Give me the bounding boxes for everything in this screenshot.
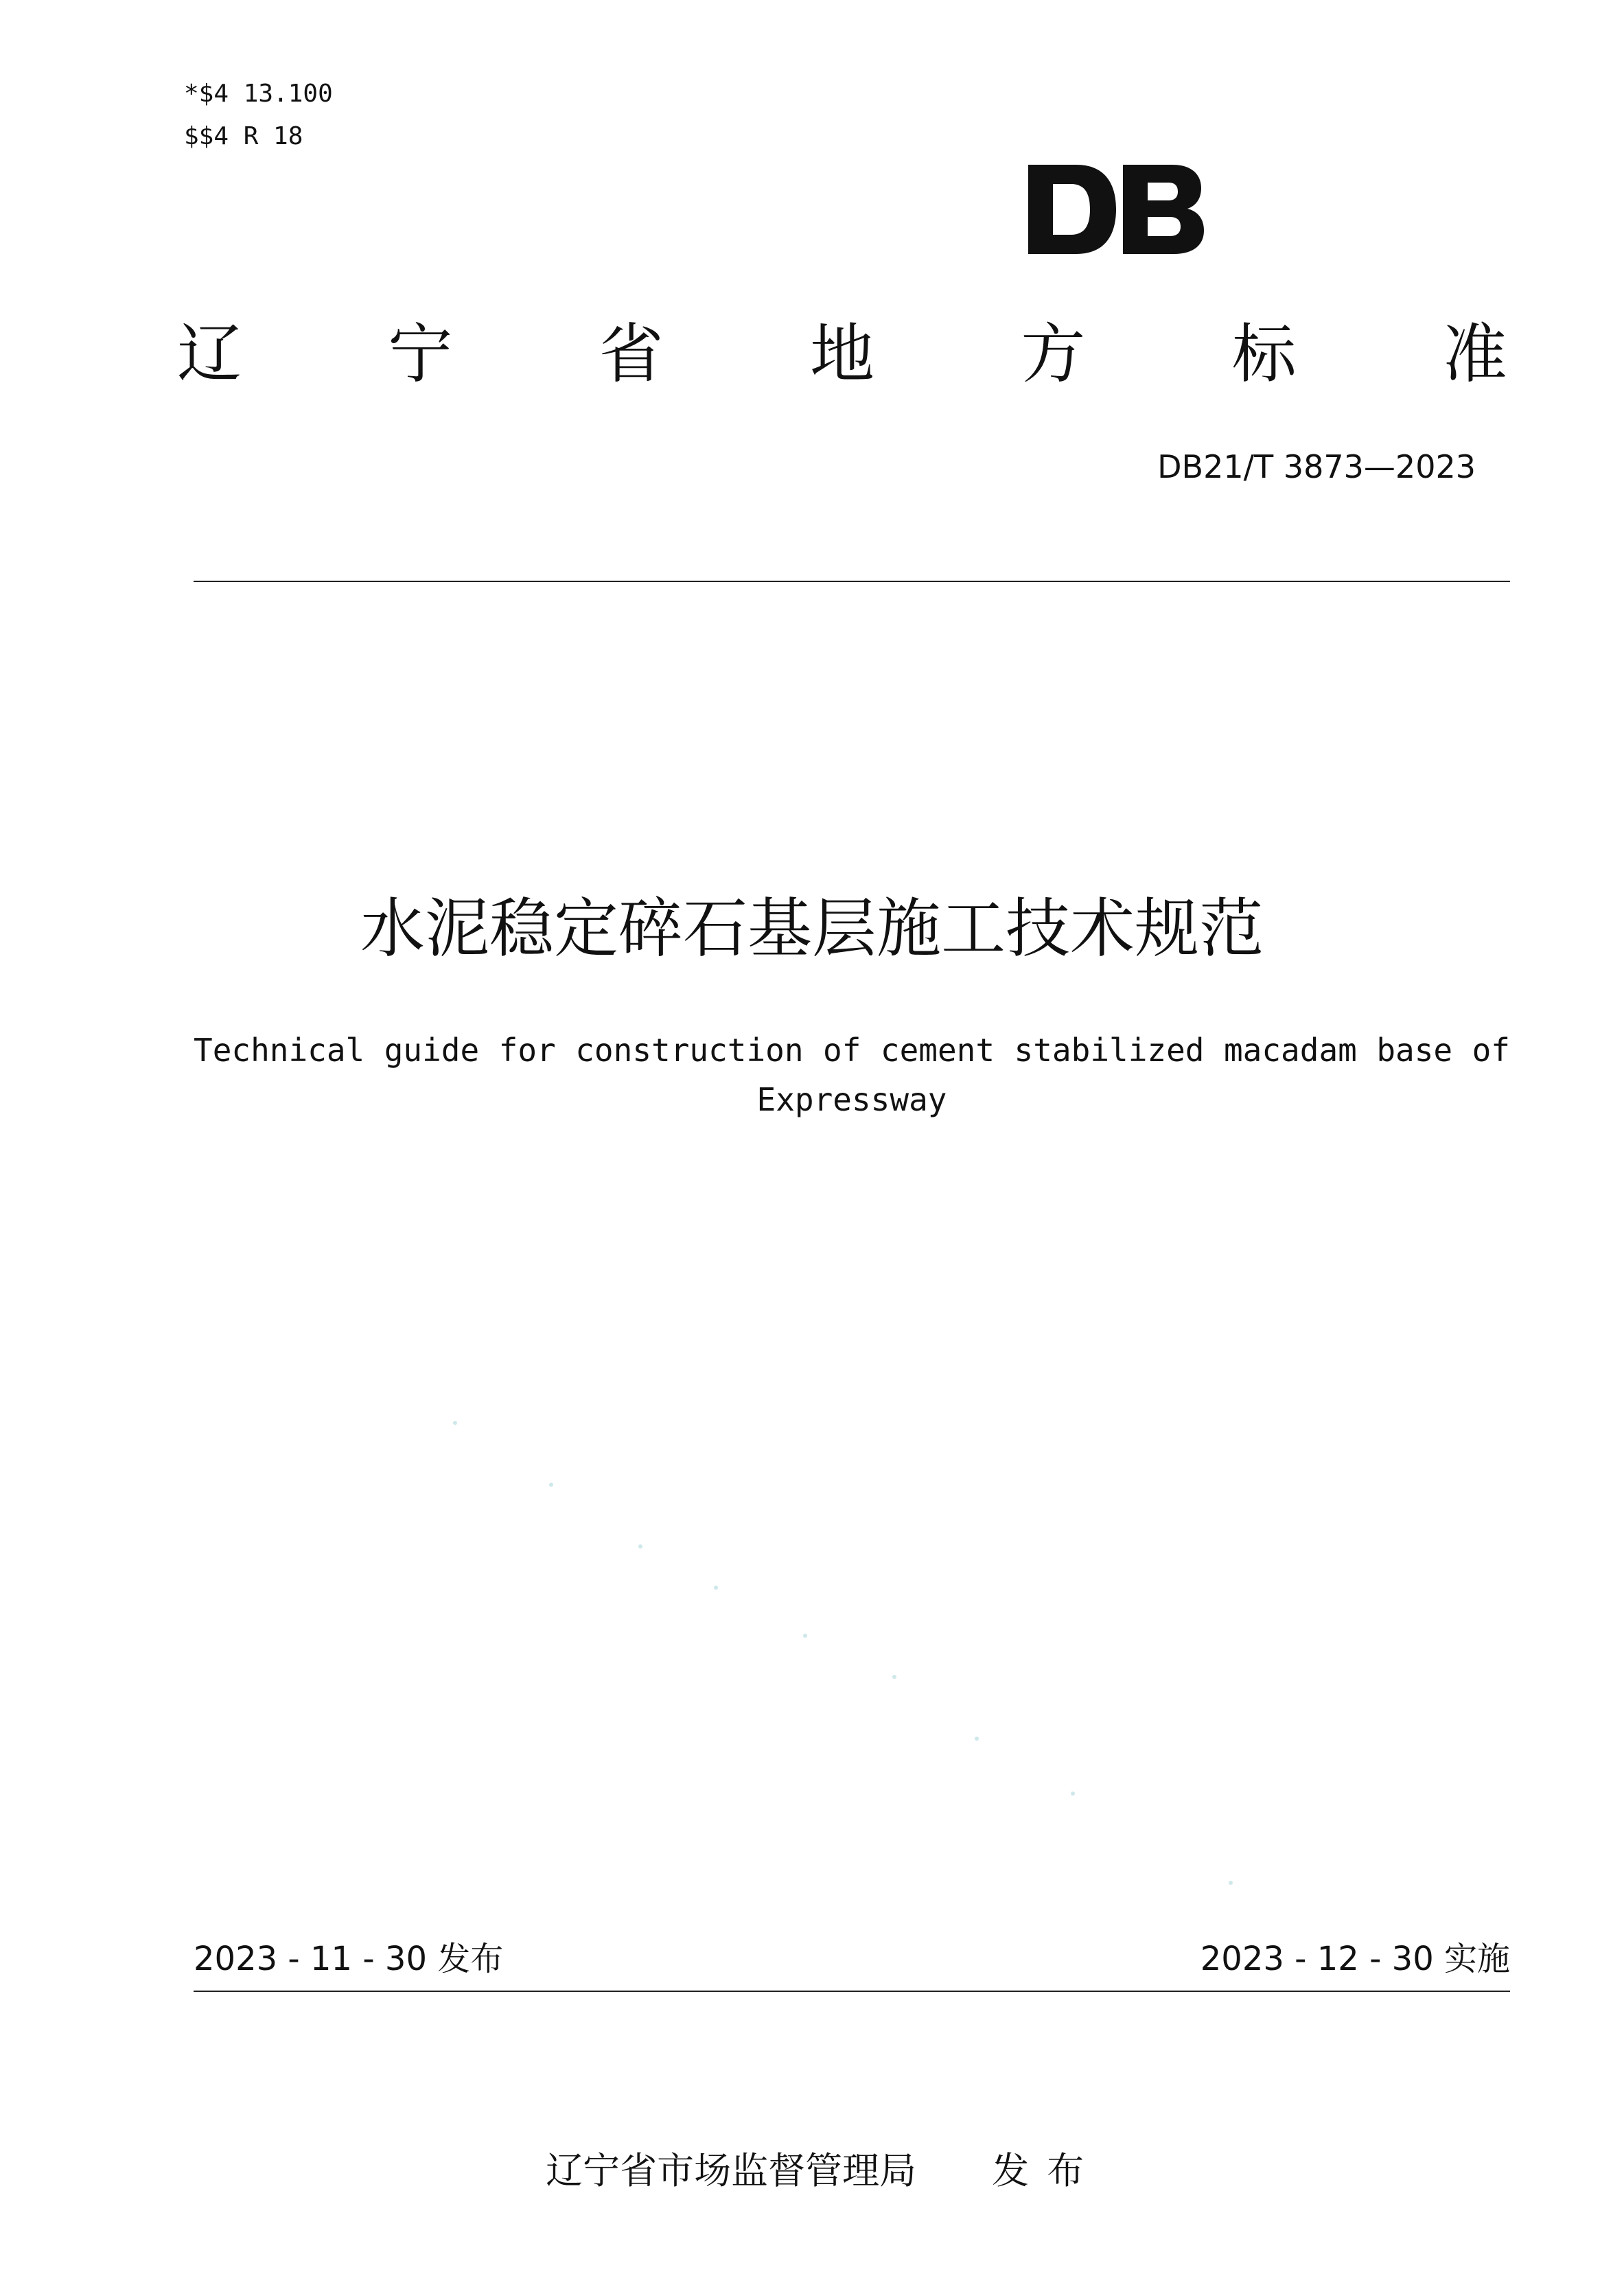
- title-chinese: 水泥稳定碎石基层施工技术规范: [360, 892, 1264, 966]
- title-english-word: Technical: [194, 1032, 365, 1069]
- watermark-speck: [1229, 1881, 1233, 1885]
- watermark-speck: [549, 1483, 553, 1487]
- date-divider: [194, 1991, 1510, 1992]
- title-english-word: stabilized: [1014, 1032, 1205, 1069]
- title-english-word: macadam: [1223, 1032, 1357, 1069]
- standard-type-char: 方: [1021, 317, 1086, 392]
- standard-type-char: 宁: [388, 317, 453, 392]
- implementation-date: 2023 - 12 - 30 实施: [1200, 1940, 1510, 1978]
- title-english-word: of: [823, 1032, 861, 1069]
- watermark-speck: [803, 1634, 807, 1638]
- ccs-code: $$4 R 18: [184, 122, 303, 150]
- watermark-speck: [1071, 1791, 1075, 1796]
- title-english-word: cement: [880, 1032, 995, 1069]
- standard-type-char: 地: [809, 317, 874, 392]
- standard-type-char: 准: [1442, 317, 1507, 392]
- watermark-speck: [638, 1544, 642, 1549]
- standard-type-char: 省: [599, 317, 664, 392]
- standard-type-char: 标: [1231, 317, 1297, 392]
- ics-code: *$4 13.100: [184, 80, 333, 108]
- watermark-speck: [453, 1421, 457, 1425]
- title-english-word: construction: [575, 1032, 804, 1069]
- db-logo: [1028, 165, 1204, 254]
- header-divider: [194, 581, 1510, 582]
- watermark-speck: [892, 1675, 896, 1679]
- watermark-speck: [975, 1737, 979, 1741]
- issue-date: 2023 - 11 - 30 发布: [194, 1940, 504, 1978]
- standard-type-char: 辽: [177, 317, 242, 392]
- watermark-speck: [714, 1586, 718, 1590]
- title-english-word: of: [1472, 1032, 1510, 1069]
- title-english-word: for: [498, 1032, 556, 1069]
- issuer-action: 发布: [992, 2149, 1102, 2192]
- standard-type-heading: [177, 317, 1507, 393]
- title-english-word: base: [1376, 1032, 1453, 1069]
- title-english-line1: [194, 1025, 1510, 1075]
- title-english-word: guide: [384, 1032, 480, 1069]
- title-english: [194, 1025, 1510, 1124]
- title-english-line2: Expressway: [756, 1081, 947, 1118]
- standard-number: DB21/T 3873—2023: [1157, 448, 1476, 485]
- issuer-organization: 辽宁省市场监督管理局: [546, 2149, 917, 2192]
- issuer-line: [0, 2099, 1624, 2195]
